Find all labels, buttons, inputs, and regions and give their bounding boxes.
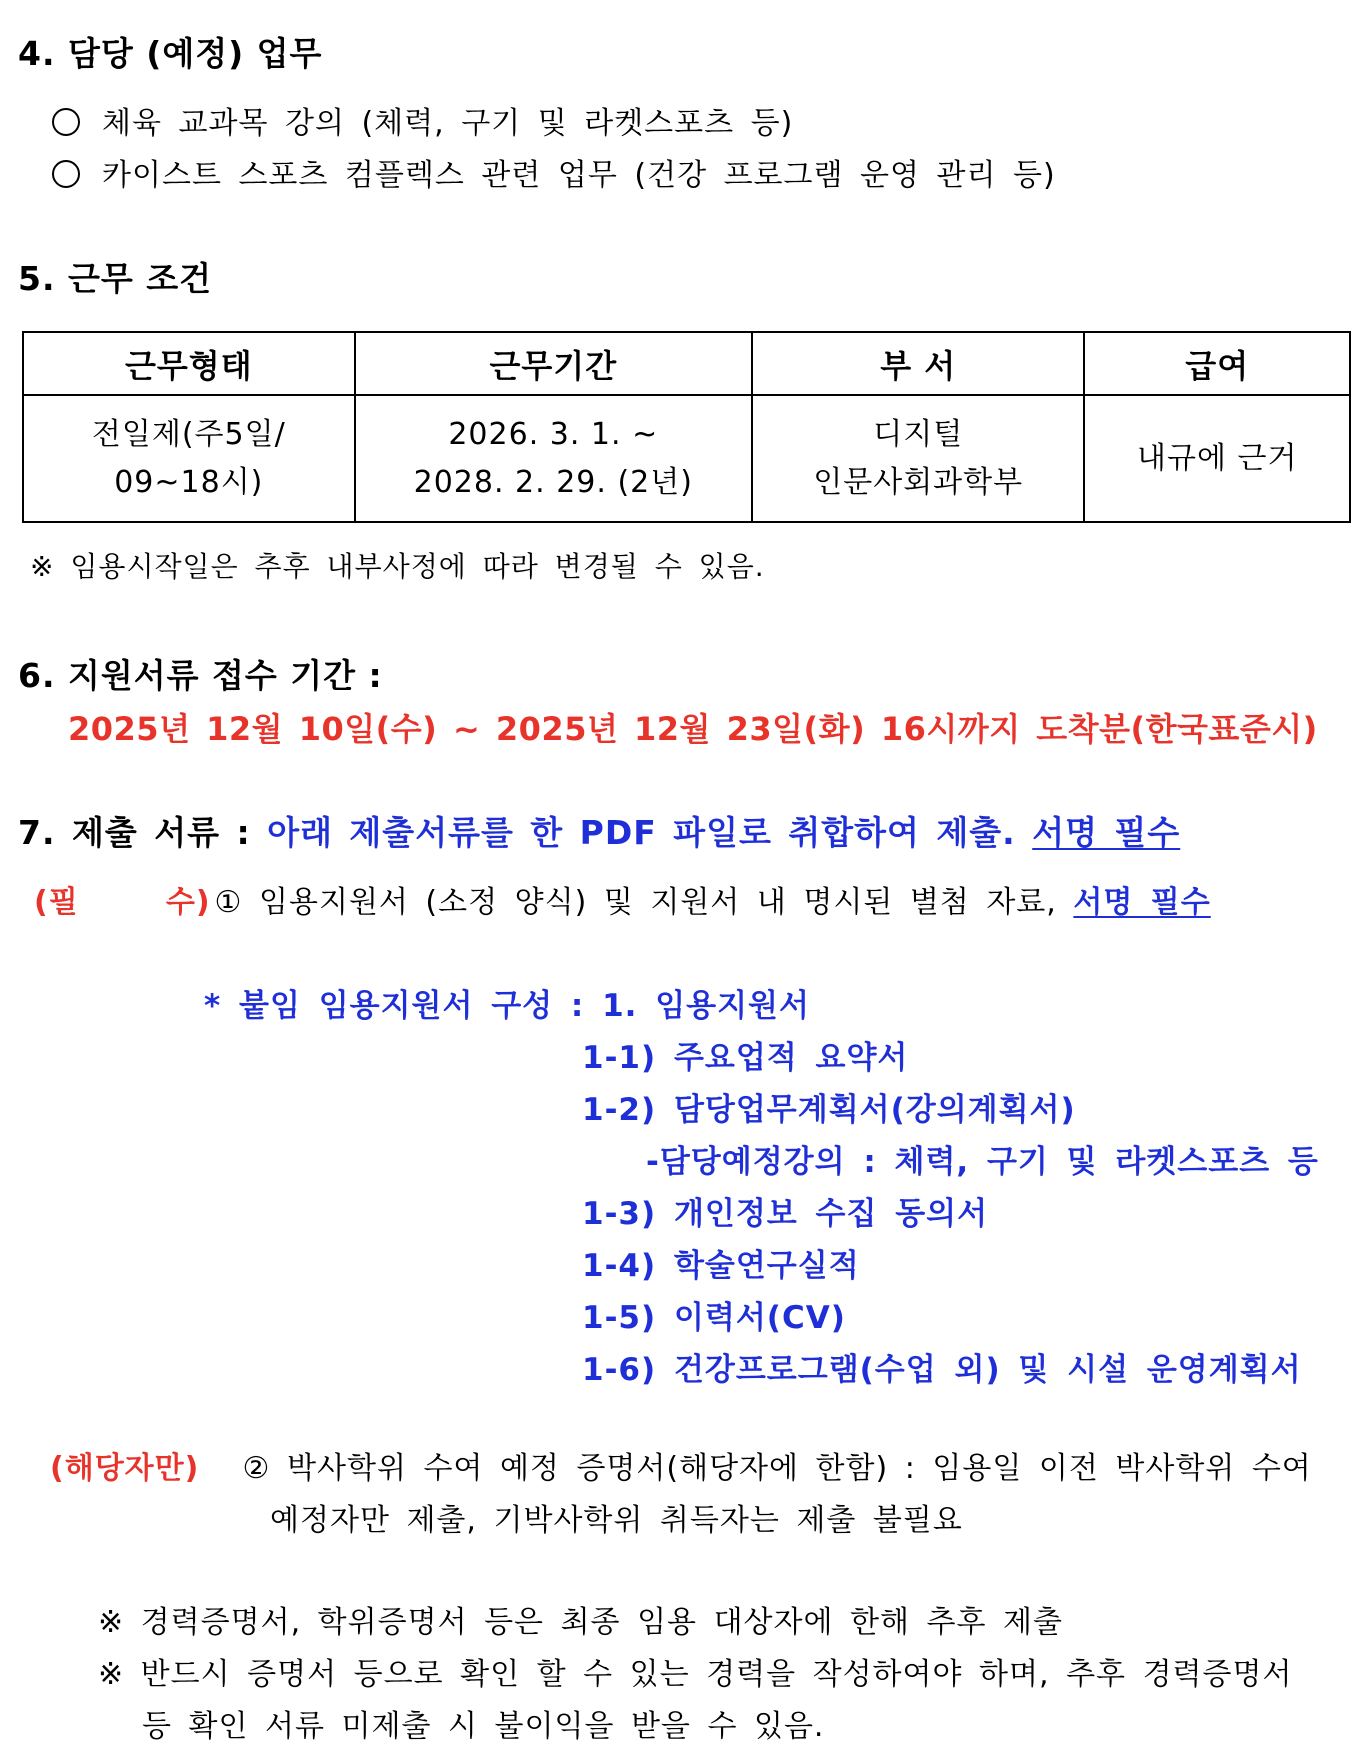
conditional-text-continued: 예정자만 제출, 기박사학위 취득자는 제출 불필요	[270, 1503, 963, 1538]
duty-item-text: 체육 교과목 강의 (체력, 구기 및 라켓스포츠 등)	[102, 106, 794, 141]
composition-label: * 붙임 임용지원서 구성 : 1. 임용지원서	[204, 988, 810, 1024]
submission-note-continued: 등 확인 서류 미제출 시 불이익을 받을 수 있음.	[142, 1709, 825, 1744]
composition-item: 1-5) 이력서(CV)	[582, 1300, 846, 1336]
header-department: 부 서	[752, 332, 1084, 395]
circle-bullet-icon	[52, 108, 80, 136]
required-document-row	[34, 877, 1211, 921]
required-text: 임용지원서 (소정 양식) 및 지원서 내 명시된 별첨 자료,	[259, 885, 1057, 920]
duty-item	[52, 150, 1056, 194]
signature-required: 서명 필수	[1032, 813, 1181, 852]
cell-line: 디지털	[873, 416, 964, 452]
duty-item-text: 카이스트 스포츠 컴플렉스 관련 업무 (건강 프로그램 운영 관리 등)	[102, 158, 1056, 193]
conditional-tag: (해당자만)	[50, 1451, 200, 1486]
conditional-document-row	[50, 1443, 1312, 1487]
circle-bullet-icon	[52, 160, 80, 188]
table-row	[23, 395, 1350, 522]
start-date-note: ※ 임용시작일은 추후 내부사정에 따라 변경될 수 있음.	[30, 550, 765, 583]
composition-item: 1-2) 담당업무계획서(강의계획서)	[582, 1092, 1076, 1128]
composition-item: 1-6) 건강프로그램(수업 외) 및 시설 운영계획서	[582, 1352, 1302, 1388]
required-signature: 서명 필수	[1073, 885, 1211, 920]
cell-work-type	[23, 395, 355, 522]
cell-salary	[1084, 395, 1350, 522]
cell-line: 2026. 3. 1. ~	[448, 416, 659, 452]
cell-line: 내규에 근거	[1136, 440, 1298, 476]
composition-subitem: -담당예정강의 : 체력, 구기 및 라켓스포츠 등	[646, 1144, 1319, 1180]
section-7-title-text: 7. 제출 서류 :	[18, 813, 251, 852]
submission-note: ※ 경력증명서, 학위증명서 등은 최종 임용 대상자에 한해 추후 제출	[98, 1605, 1063, 1640]
application-period: 2025년 12월 10일(수) ~ 2025년 12월 23일(화) 16시까지 도착분(한국표준시)	[68, 710, 1318, 748]
table-header-row	[23, 332, 1350, 395]
work-conditions-table	[22, 331, 1351, 523]
cell-work-period	[355, 395, 752, 522]
submission-note: ※ 반드시 증명서 등으로 확인 할 수 있는 경력을 작성하여야 하며, 추후 경력증명서	[98, 1657, 1293, 1692]
section-7-instruction: 아래 제출서류를 한 PDF 파일로 취합하여 제출.	[267, 813, 1016, 852]
header-work-type: 근무형태	[23, 332, 355, 395]
composition-item: 1-1) 주요업적 요약서	[582, 1040, 909, 1076]
composition-item: 1-3) 개인정보 수집 동의서	[582, 1196, 989, 1232]
composition-item: 1-4) 학술연구실적	[582, 1248, 860, 1284]
cell-line: 인문사회과학부	[813, 464, 1024, 500]
cell-department	[752, 395, 1084, 522]
cell-line: 전일제(주5일/	[91, 416, 286, 452]
conditional-text: 박사학위 수여 예정 증명서(해당자에 한함) : 임용일 이전 박사학위 수여	[287, 1451, 1312, 1486]
duty-item	[52, 98, 793, 142]
section-4-title: 4. 담당 (예정) 업무	[18, 34, 323, 73]
cell-line: 2028. 2. 29. (2년)	[413, 464, 693, 500]
header-salary: 급여	[1084, 332, 1350, 395]
section-7-title	[18, 807, 1180, 854]
header-work-period: 근무기간	[355, 332, 752, 395]
cell-line: 09~18시)	[114, 464, 264, 500]
section-6-title: 6. 지원서류 접수 기간 :	[18, 656, 383, 695]
item-number: ②	[242, 1451, 271, 1486]
required-tag: (필 수)	[34, 885, 211, 920]
section-5-title: 5. 근무 조건	[18, 259, 212, 298]
item-number: ①	[214, 885, 243, 920]
